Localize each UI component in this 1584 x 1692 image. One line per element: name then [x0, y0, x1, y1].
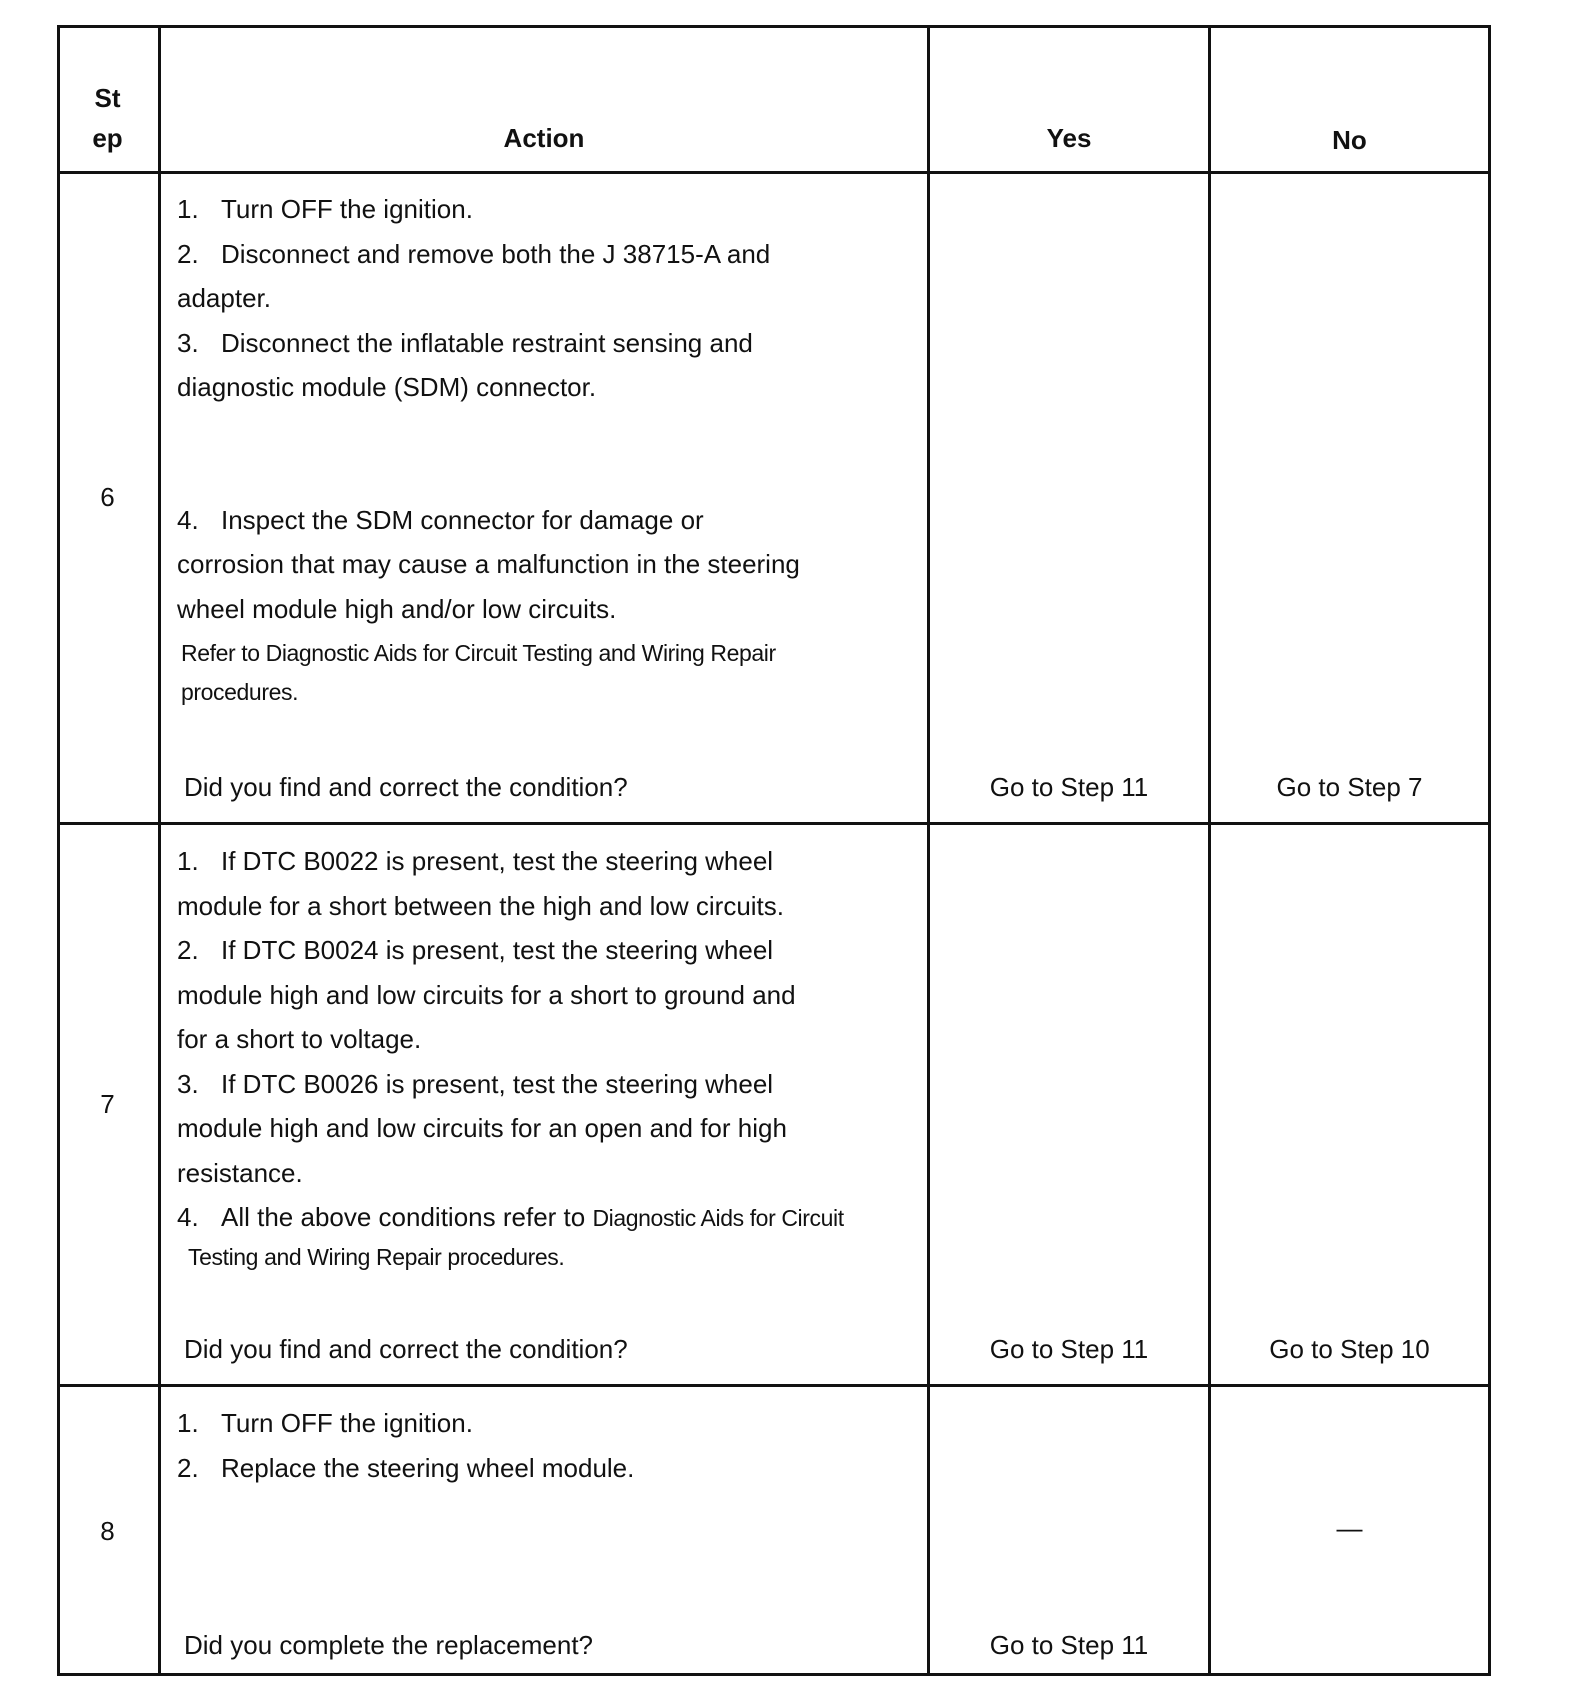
item-text-continued: module high and low circuits for a short to ground and [177, 980, 796, 1010]
action-item [177, 1069, 773, 1099]
item-number: 4. [177, 505, 199, 535]
question: Did you find and correct the condition? [184, 772, 628, 802]
action-item [177, 328, 753, 358]
item-number: 1. [177, 194, 199, 224]
no-result: Go to Step 10 [1269, 1334, 1430, 1364]
item-number: 3. [177, 1069, 199, 1099]
column-divider-action [927, 25, 930, 1676]
item-text: Turn OFF the ignition. [221, 1408, 473, 1438]
item-number: 2. [177, 239, 199, 269]
yes-result: Go to Step 11 [989, 1334, 1149, 1364]
table-border-left [57, 25, 60, 1676]
row-divider-7 [57, 1384, 1491, 1387]
reference-note-continued: procedures. [181, 679, 299, 705]
item-number: 3. [177, 328, 199, 358]
item-number: 1. [177, 1408, 199, 1438]
item-text: If DTC B0022 is present, test the steering wheel [221, 846, 774, 876]
question: Did you find and correct the condition? [184, 1334, 628, 1364]
action-item [177, 1202, 844, 1232]
item-text-continued: wheel module high and/or low circuits. [177, 594, 617, 624]
header-step-line1: St [94, 83, 121, 113]
no-result: — [1336, 1513, 1363, 1543]
header-no: No [1332, 125, 1367, 155]
action-item [177, 935, 773, 965]
table-border-top [57, 25, 1491, 28]
step-number: 6 [100, 482, 115, 512]
item-text: All the above conditions refer to [221, 1202, 586, 1232]
item-text: Inspect the SDM connector for damage or [221, 505, 704, 535]
action-item [177, 846, 773, 876]
item-text-continued: corrosion that may cause a malfunction in the steering [177, 549, 800, 579]
item-text-continued: for a short to voltage. [177, 1024, 422, 1054]
action-item [177, 505, 704, 535]
header-action: Action [503, 123, 585, 153]
item-text-continued: module for a short between the high and low circuits. [177, 891, 785, 921]
action-item [177, 1408, 473, 1438]
table-border-right [1488, 25, 1491, 1676]
column-divider-yes [1208, 25, 1211, 1676]
item-number: 4. [177, 1202, 199, 1232]
header-divider [57, 171, 1491, 174]
item-text: Turn OFF the ignition. [221, 194, 473, 224]
action-item [177, 239, 770, 269]
item-number: 2. [177, 935, 199, 965]
step-number: 8 [100, 1516, 115, 1546]
diagnostic-table [57, 25, 1491, 1676]
item-text-small: Diagnostic Aids for Circuit [592, 1205, 844, 1231]
yes-result: Go to Step 11 [989, 1630, 1149, 1660]
item-text: If DTC B0026 is present, test the steering wheel [221, 1069, 774, 1099]
question: Did you complete the replacement? [184, 1630, 594, 1660]
no-result: Go to Step 7 [1276, 772, 1423, 802]
item-text: Disconnect the inflatable restraint sensing and [221, 328, 753, 358]
header-step-line2: ep [92, 123, 123, 153]
reference-note: Refer to Diagnostic Aids for Circuit Testing and Wiring Repair [181, 640, 776, 666]
item-text: Replace the steering wheel module. [221, 1453, 635, 1483]
column-divider-step [158, 25, 161, 1676]
table-border-bottom [57, 1673, 1491, 1676]
item-text-continued: module high and low circuits for an open and for high [177, 1113, 787, 1143]
header-yes: Yes [1046, 123, 1092, 153]
row-divider-6 [57, 822, 1491, 825]
item-text-continued: Testing and Wiring Repair procedures. [188, 1244, 565, 1270]
step-number: 7 [100, 1089, 115, 1119]
item-text: Disconnect and remove both the J 38715-A and [221, 239, 771, 269]
item-number: 1. [177, 846, 199, 876]
action-item [177, 194, 473, 224]
item-number: 2. [177, 1453, 199, 1483]
action-item [177, 1453, 634, 1483]
yes-result: Go to Step 11 [989, 772, 1149, 802]
item-text: If DTC B0024 is present, test the steering wheel [221, 935, 774, 965]
item-text-continued: resistance. [177, 1158, 303, 1188]
item-text-continued: adapter. [177, 283, 271, 313]
item-text-continued: diagnostic module (SDM) connector. [177, 372, 597, 402]
